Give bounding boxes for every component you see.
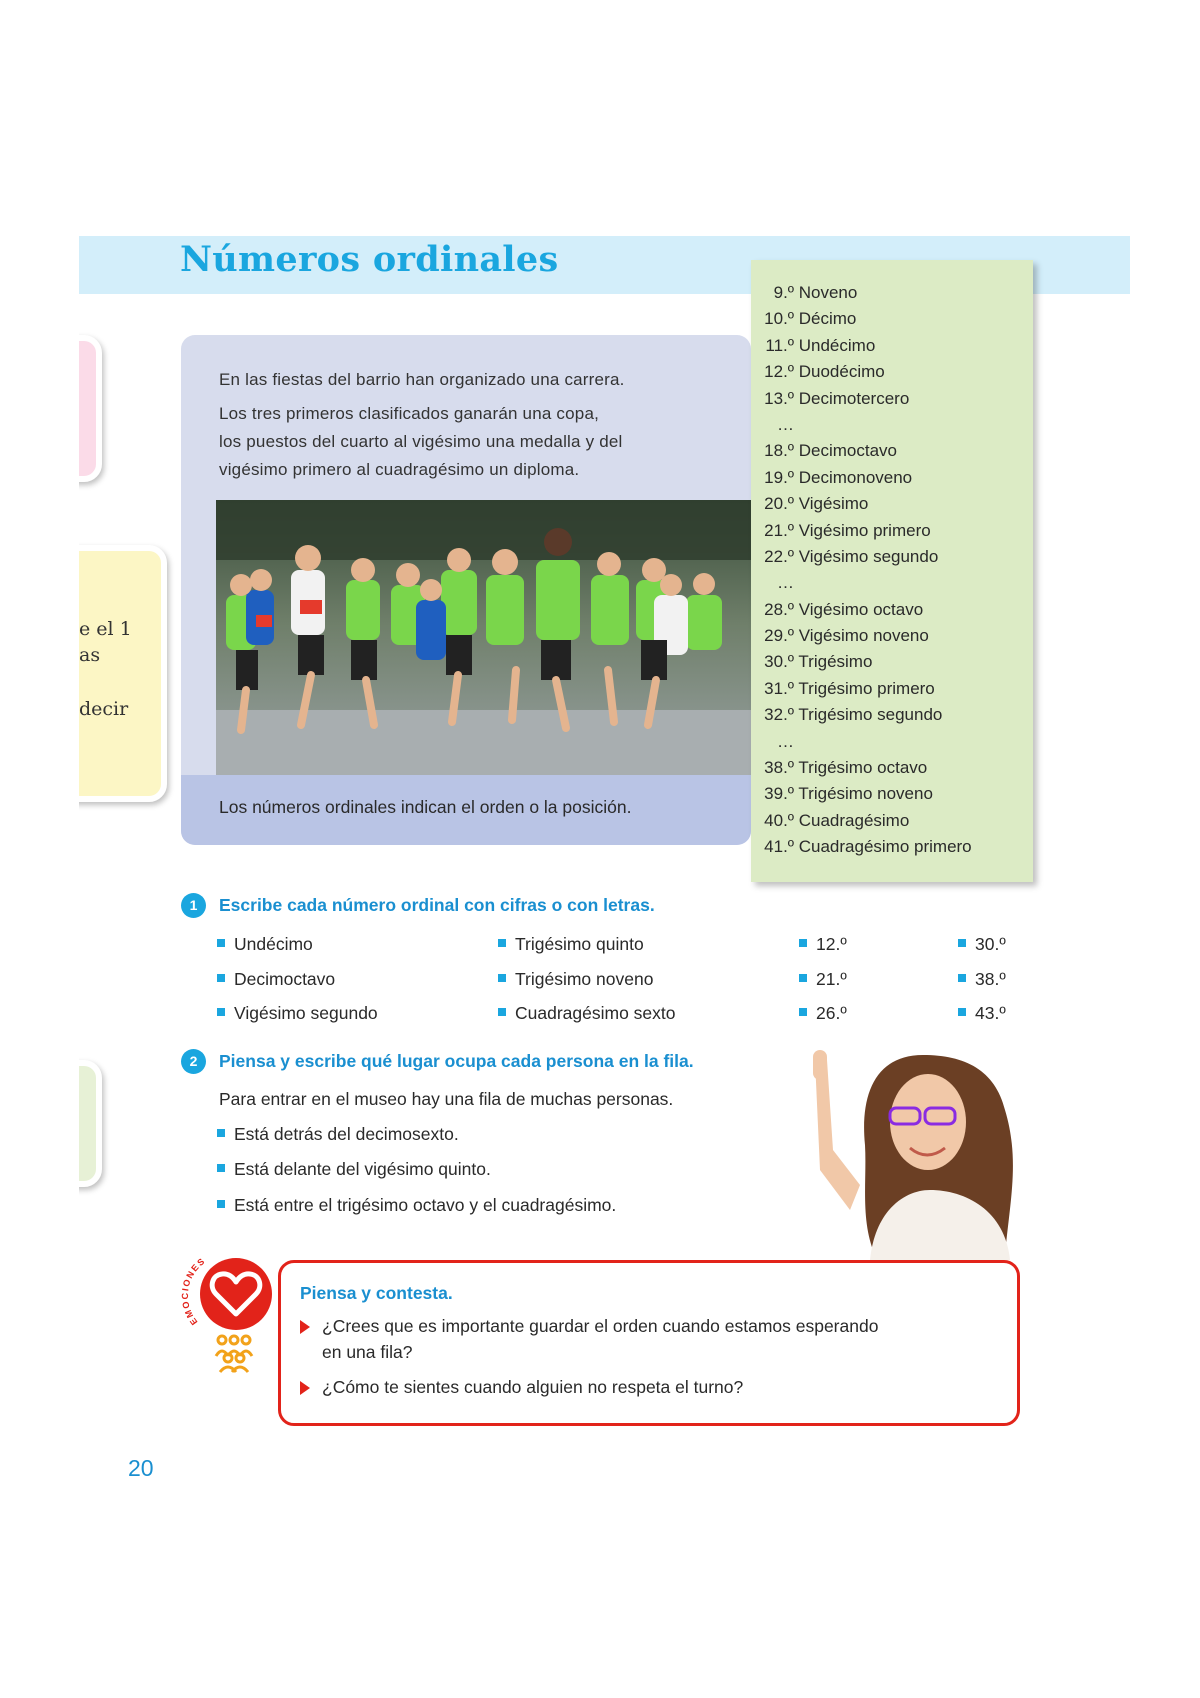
- arrow-bullet-icon: [300, 1381, 310, 1395]
- ordinal-number: 30.º: [764, 652, 794, 672]
- ordinal-name: Trigésimo noveno: [798, 784, 933, 804]
- ordinal-name: Decimoctavo: [798, 441, 897, 461]
- ordinal-list-item: [751, 412, 972, 438]
- ordinal-number: 40.º: [764, 810, 794, 830]
- arrow-bullet-icon: [300, 1320, 310, 1334]
- ordinal-number: 41.º: [764, 837, 794, 857]
- emotions-question-1-line-2: en una fila?: [322, 1342, 413, 1362]
- ex1-item: Undécimo: [217, 934, 313, 955]
- ordinal-number: 28.º: [764, 599, 794, 619]
- ordinal-list-item: [751, 280, 972, 306]
- ordinal-list-item: [751, 755, 972, 781]
- emotions-question-2: ¿Cómo te sientes cuando alguien no respeta el turno?: [322, 1377, 744, 1397]
- ordinal-name: Decimonoveno: [798, 467, 913, 487]
- ordinal-number: 12.º: [764, 362, 794, 382]
- ex1-item: 30.º: [958, 934, 1006, 955]
- ordinal-list-item: [751, 544, 972, 570]
- ordinal-list: [751, 280, 972, 861]
- emotions-label-text: EMOCIONES: [179, 1255, 208, 1327]
- ex1-item: 38.º: [958, 969, 1006, 990]
- ordinal-list-item: [751, 465, 972, 491]
- ordinal-list-item: [751, 438, 972, 464]
- emotions-label: [176, 1244, 236, 1334]
- ordinal-number: …: [777, 731, 794, 751]
- ex1-item: Trigésimo noveno: [498, 969, 653, 990]
- ordinal-list-item: [751, 623, 972, 649]
- ordinal-name: Vigésimo primero: [798, 520, 931, 540]
- ex1-item: 43.º: [958, 1003, 1006, 1024]
- ordinal-name: Décimo: [798, 309, 857, 329]
- svg-text:EMOCIONES: [180, 1255, 207, 1326]
- page-left-margin: [0, 0, 79, 1698]
- ordinal-list-item: [751, 702, 972, 728]
- page-title: Números ordinales: [180, 239, 559, 280]
- group-people-icon: [210, 1334, 258, 1374]
- ordinal-number: 19.º: [764, 467, 794, 487]
- side-note-text-3: decir: [79, 698, 129, 720]
- ordinal-list-item: [751, 597, 972, 623]
- ordinal-name: Trigésimo primero: [798, 678, 935, 698]
- ex2-item: Está delante del vigésimo quinto.: [217, 1159, 491, 1180]
- ordinal-number: 9.º: [773, 283, 794, 302]
- ex1-item: Cuadragésimo sexto: [498, 1003, 676, 1024]
- ex1-item: 21.º: [799, 969, 847, 990]
- definition-text: Los números ordinales indican el orden o la posición.: [219, 797, 632, 817]
- ordinal-number: 39.º: [764, 784, 794, 804]
- girl-thinking-illustration: [805, 1050, 1030, 1260]
- ordinal-list-item: [751, 808, 972, 834]
- ordinal-name: Vigésimo segundo: [798, 546, 939, 566]
- ex2-item: Está entre el trigésimo octavo y el cuadragésimo.: [217, 1195, 616, 1216]
- ordinal-number: …: [777, 414, 794, 434]
- ordinal-name: Vigésimo octavo: [798, 599, 924, 619]
- ordinal-number: 22.º: [764, 546, 794, 566]
- race-photo-illustration: [216, 500, 751, 775]
- intro-paragraph-2-line-3: vigésimo primero al cuadragésimo un diploma.: [219, 460, 580, 479]
- ordinal-name: Vigésimo noveno: [798, 626, 929, 646]
- exercise-1-badge: 1: [181, 893, 206, 918]
- ordinal-name: Trigésimo: [798, 652, 873, 672]
- emotions-title: Piensa y contesta.: [300, 1283, 453, 1303]
- intro-paragraph-2-line-2: los puestos del cuarto al vigésimo una medalla y del: [219, 432, 623, 451]
- intro-paragraph-2-line-1: Los tres primeros clasificados ganarán una copa,: [219, 404, 600, 423]
- ordinal-number: 20.º: [764, 494, 794, 514]
- ordinal-name: Trigésimo octavo: [798, 758, 928, 778]
- race-photo: [216, 500, 751, 775]
- ordinal-list-item: [751, 333, 972, 359]
- ex2-item: Está detrás del decimosexto.: [217, 1124, 459, 1145]
- ordinal-number: …: [777, 573, 794, 593]
- ordinal-number: 18.º: [764, 441, 794, 461]
- ordinal-reference-box: [751, 260, 1033, 882]
- ordinal-list-item: [751, 570, 972, 596]
- ordinal-number: 21.º: [764, 520, 794, 540]
- ordinal-number: 31.º: [764, 678, 794, 698]
- exercise-2-intro: Para entrar en el museo hay una fila de muchas personas.: [219, 1089, 674, 1109]
- emotions-question-1-line-1: ¿Crees que es importante guardar el orden cuando estamos esperando: [322, 1316, 879, 1336]
- ordinal-name: Vigésimo: [798, 494, 869, 514]
- ex1-item: Trigésimo quinto: [498, 934, 644, 955]
- ordinal-number: 32.º: [764, 705, 794, 725]
- ordinal-name: Trigésimo segundo: [798, 705, 943, 725]
- ordinal-number: 29.º: [764, 626, 794, 646]
- exercise-2-badge: 2: [181, 1049, 206, 1074]
- ordinal-list-item: [751, 359, 972, 385]
- side-note-text-2: as: [79, 644, 101, 666]
- ordinal-number: 10.º: [764, 309, 794, 329]
- ordinal-list-item: [751, 649, 972, 675]
- side-note-text-1: e el 1: [79, 618, 132, 640]
- ordinal-name: Undécimo: [798, 335, 876, 355]
- ex1-item: 12.º: [799, 934, 847, 955]
- ex1-item: 26.º: [799, 1003, 847, 1024]
- ordinal-list-item: [751, 729, 972, 755]
- ordinal-number: 38.º: [764, 758, 794, 778]
- ordinal-list-item: [751, 386, 972, 412]
- ordinal-list-item: [751, 306, 972, 332]
- exercise-2-title: Piensa y escribe qué lugar ocupa cada persona en la fila.: [219, 1051, 694, 1071]
- ordinal-name: Duodécimo: [798, 362, 885, 382]
- ordinal-list-item: [751, 518, 972, 544]
- ordinal-list-item: [751, 676, 972, 702]
- ordinal-list-item: [751, 781, 972, 807]
- ordinal-list-item: [751, 834, 972, 860]
- ordinal-name: Noveno: [798, 283, 858, 302]
- ordinal-name: Cuadragésimo primero: [798, 837, 972, 857]
- ex1-item: Vigésimo segundo: [217, 1003, 378, 1024]
- ordinal-name: Cuadragésimo: [798, 810, 910, 830]
- ordinal-list-item: [751, 491, 972, 517]
- ex1-item: Decimoctavo: [217, 969, 335, 990]
- ordinal-number: 11.º: [765, 335, 794, 355]
- ordinal-name: Decimotercero: [798, 388, 910, 408]
- intro-paragraph-1: En las fiestas del barrio han organizado una carrera.: [219, 370, 625, 389]
- exercise-1-title: Escribe cada número ordinal con cifras o con letras.: [219, 895, 655, 915]
- page-number: 20: [128, 1455, 154, 1481]
- ordinal-number: 13.º: [764, 388, 794, 408]
